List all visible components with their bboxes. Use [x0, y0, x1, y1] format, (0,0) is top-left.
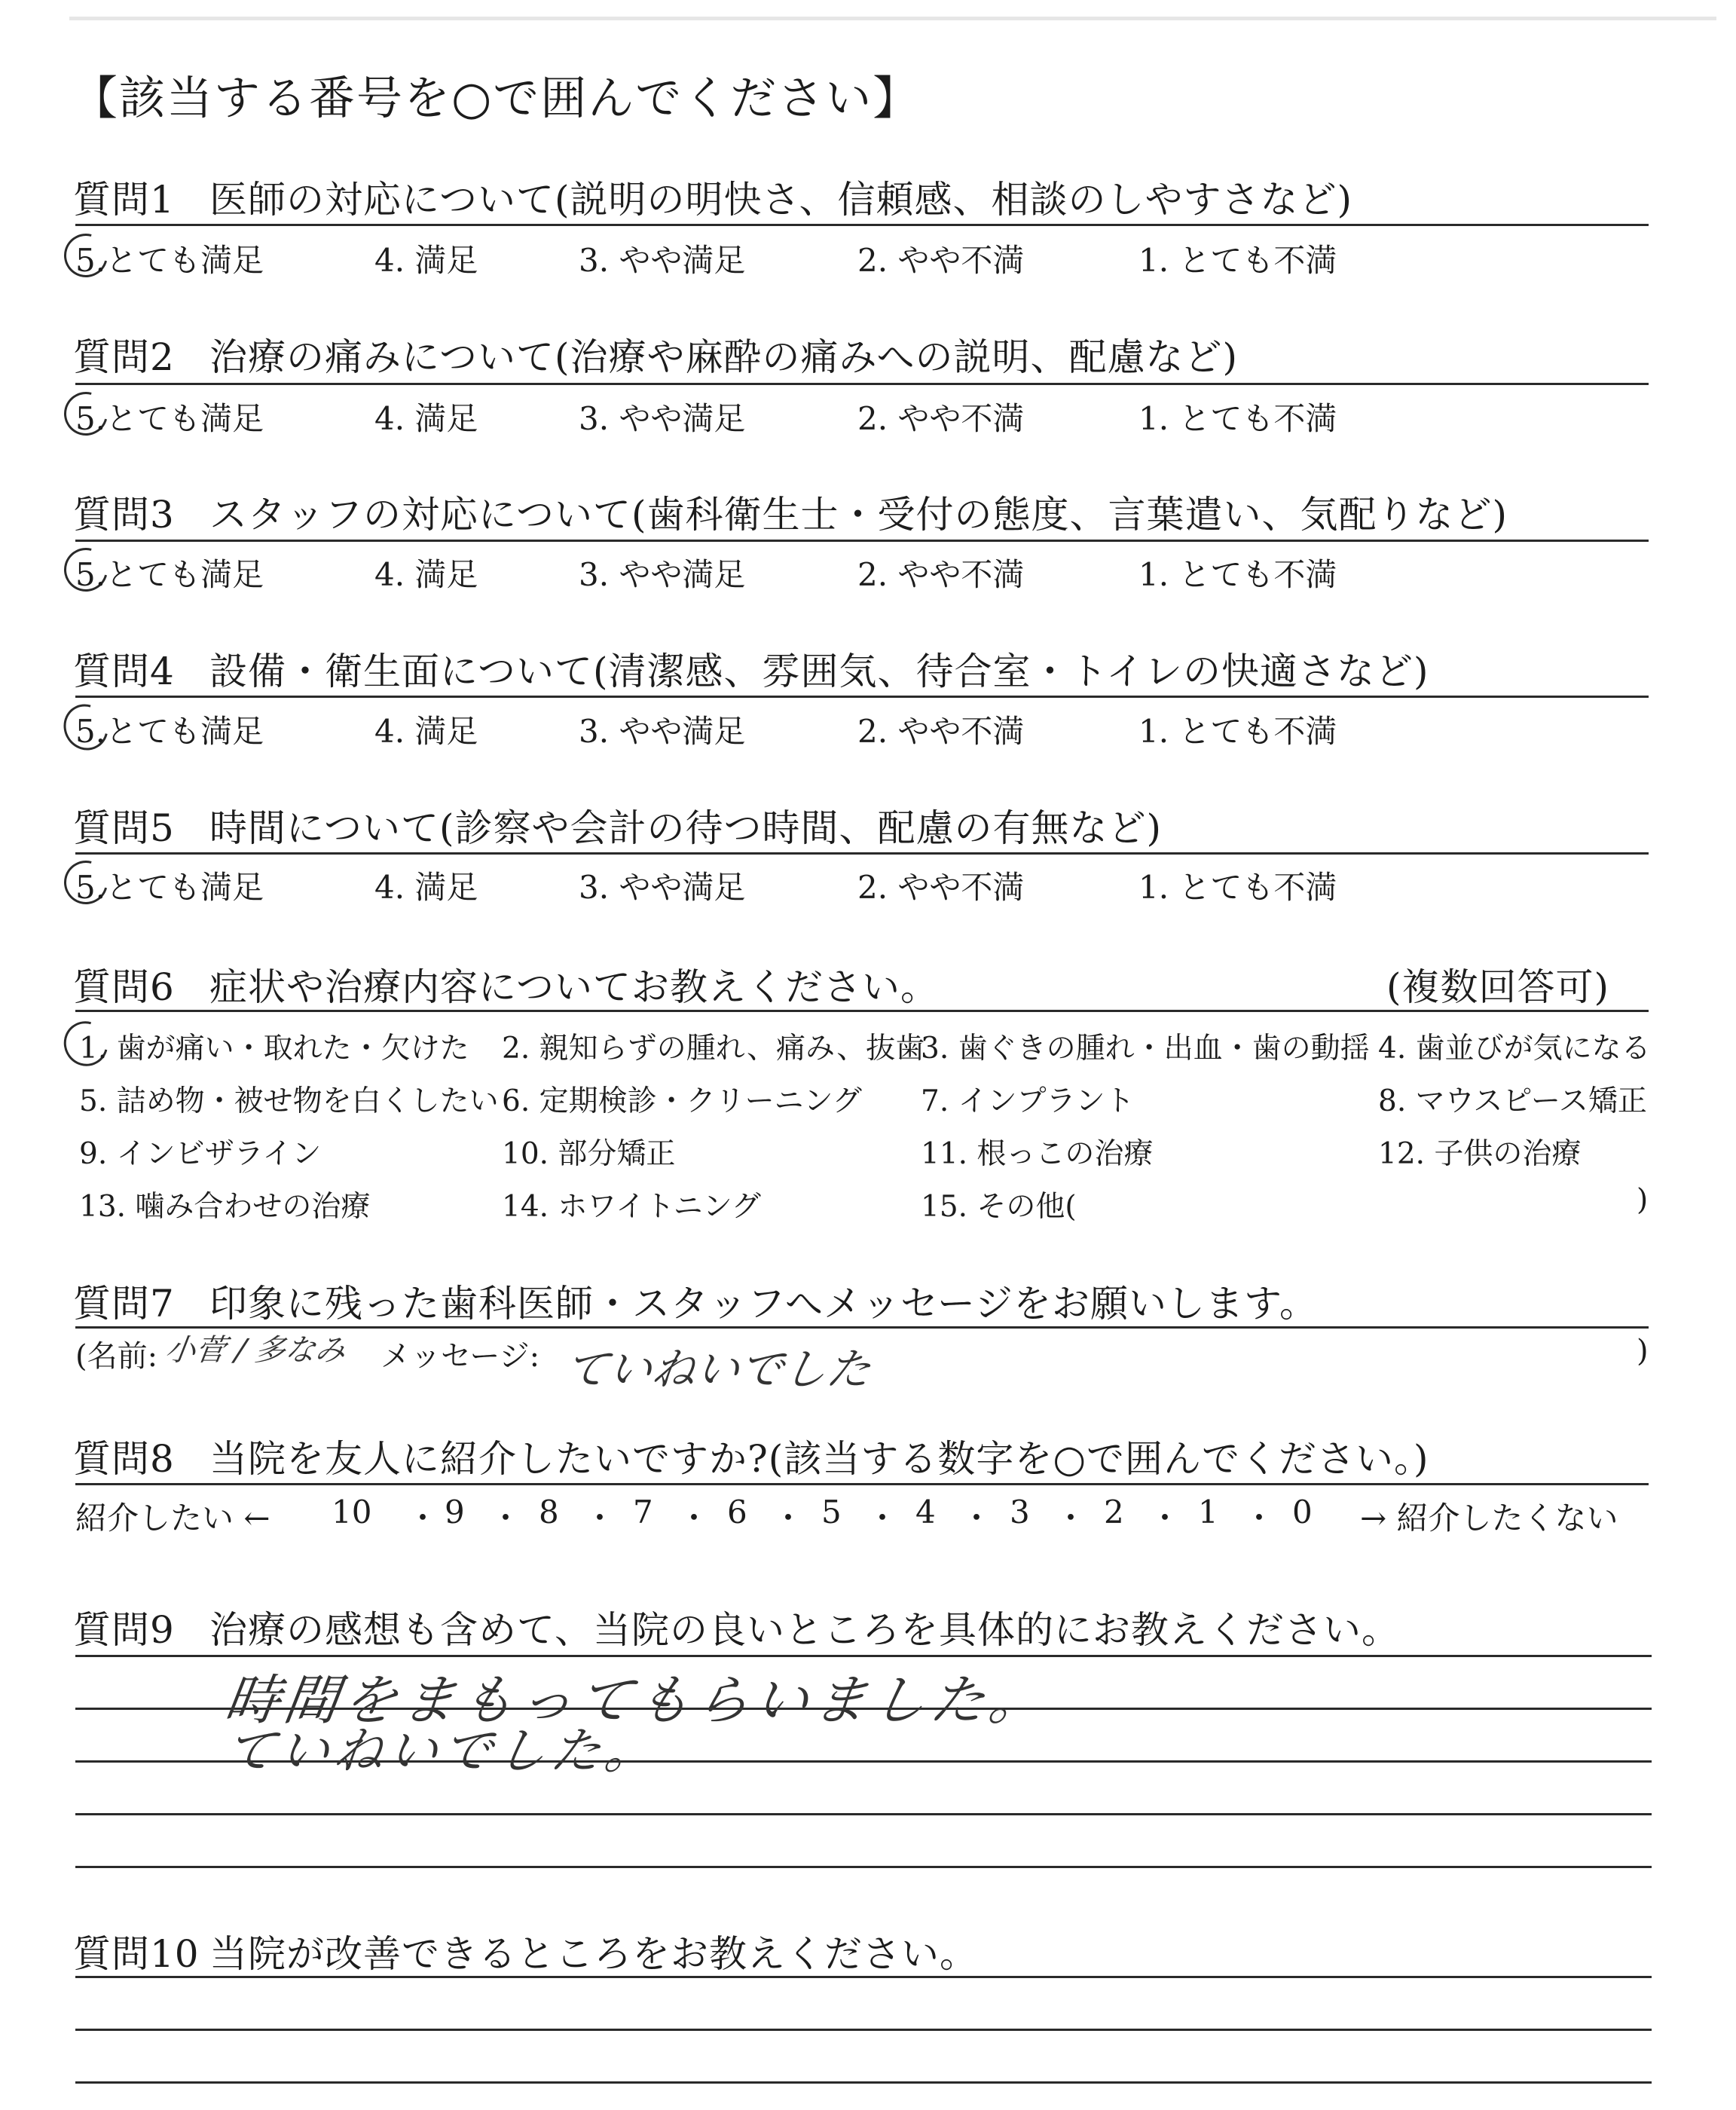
- answer-line: [75, 1866, 1652, 1868]
- option-2[interactable]: 2. やや不満: [857, 713, 1025, 750]
- symptom-option[interactable]: 3. 歯ぐきの腫れ・出血・歯の動揺: [921, 1032, 1370, 1066]
- question-label: 質問4: [73, 650, 175, 693]
- symptom-option[interactable]: 12. 子供の治療: [1378, 1137, 1582, 1171]
- other-close-paren: ): [1637, 1183, 1649, 1217]
- option-4[interactable]: 4. 満足: [374, 400, 478, 437]
- option-1[interactable]: 1. とても不満: [1138, 400, 1337, 437]
- scale-separator: ・: [866, 1500, 899, 1537]
- option-3[interactable]: 3. やや満足: [579, 242, 746, 279]
- option-5[interactable]: 5.とても満足: [75, 713, 264, 750]
- name-label: (名前:: [75, 1339, 158, 1374]
- scale-separator: ・: [678, 1500, 711, 1537]
- question-rule: [75, 1010, 1649, 1012]
- option-3[interactable]: 3. やや満足: [579, 713, 746, 750]
- option-4[interactable]: 4. 満足: [374, 869, 478, 906]
- question-text: 治療の感想も含めて、当院の良いところを具体的にお教えください。: [209, 1608, 1400, 1652]
- scale-separator: ・: [490, 1500, 522, 1537]
- symptom-option[interactable]: 13. 噛み合わせの治療: [79, 1190, 371, 1224]
- scale-separator: ・: [1243, 1500, 1276, 1537]
- option-2[interactable]: 2. やや不満: [857, 242, 1025, 279]
- symptom-option[interactable]: 10. 部分矯正: [502, 1137, 676, 1171]
- option-2[interactable]: 2. やや不満: [857, 556, 1025, 593]
- option-5[interactable]: 5.とても満足: [75, 869, 264, 906]
- scale-8[interactable]: 8: [539, 1494, 559, 1531]
- option-5[interactable]: 5.とても満足: [75, 556, 264, 593]
- option-3[interactable]: 3. やや満足: [579, 400, 746, 437]
- scale-separator: ・: [1149, 1500, 1181, 1537]
- question-label: 質問9: [73, 1608, 175, 1652]
- recommend-left-label: 紹介したい ←: [75, 1500, 270, 1537]
- symptom-option[interactable]: 1. 歯が痛い・取れた・欠けた: [79, 1032, 469, 1066]
- scan-top-edge: [69, 17, 1716, 20]
- handwritten-answer-line-2[interactable]: ていねいでした。: [221, 1722, 664, 1780]
- scale-separator: ・: [772, 1500, 805, 1537]
- scale-5[interactable]: 5: [821, 1494, 842, 1531]
- option-3[interactable]: 3. やや満足: [579, 556, 746, 593]
- symptom-option[interactable]: 4. 歯並びが気になる: [1378, 1032, 1651, 1066]
- symptom-option[interactable]: 9. インビザライン: [79, 1137, 322, 1171]
- scale-0[interactable]: 0: [1292, 1494, 1313, 1531]
- option-1[interactable]: 1. とても不満: [1138, 869, 1337, 906]
- question-rule: [75, 540, 1649, 542]
- option-1[interactable]: 1. とても不満: [1138, 242, 1337, 279]
- question-text: 印象に残った歯科医師・スタッフへメッセージをお願いします。: [209, 1282, 1318, 1326]
- question-label: 質問10: [73, 1932, 200, 1976]
- handwritten-name[interactable]: 小菅 / 多なみ: [163, 1333, 348, 1368]
- symptom-option[interactable]: 6. 定期検診・クリーニング: [502, 1084, 862, 1118]
- question-label: 質問3: [73, 493, 175, 537]
- option-4[interactable]: 4. 満足: [374, 713, 478, 750]
- message-close-paren: ): [1637, 1334, 1649, 1368]
- answer-line: [75, 2029, 1652, 2031]
- symptom-option[interactable]: 14. ホワイトニング: [502, 1190, 761, 1224]
- scale-9[interactable]: 9: [445, 1494, 465, 1531]
- symptom-option[interactable]: 5. 詰め物・被せ物を白くしたい: [79, 1084, 499, 1118]
- symptom-option[interactable]: 7. インプラント: [921, 1084, 1135, 1118]
- multiple-answer-note: (複数回答可): [1386, 965, 1610, 1009]
- scale-3[interactable]: 3: [1010, 1494, 1030, 1531]
- option-5[interactable]: 5.とても満足: [75, 242, 264, 279]
- scale-10[interactable]: 10: [332, 1494, 372, 1531]
- scale-separator: ・: [1055, 1500, 1087, 1537]
- answer-line: [75, 2081, 1652, 2084]
- question-label: 質問7: [73, 1282, 175, 1326]
- scale-separator: ・: [584, 1500, 616, 1537]
- scale-2[interactable]: 2: [1104, 1494, 1124, 1531]
- handwritten-message[interactable]: ていねいでした: [561, 1344, 875, 1395]
- option-3[interactable]: 3. やや満足: [579, 869, 746, 906]
- option-1[interactable]: 1. とても不満: [1138, 556, 1337, 593]
- question-text: 治療の痛みについて(治療や麻酔の痛みへの説明、配慮など): [209, 335, 1239, 379]
- option-4[interactable]: 4. 満足: [374, 242, 478, 279]
- symptom-option[interactable]: 11. 根っこの治療: [921, 1137, 1154, 1171]
- option-1[interactable]: 1. とても不満: [1138, 713, 1337, 750]
- question-text: 設備・衛生面について(清潔感、雰囲気、待合室・トイレの快適さなど): [209, 650, 1429, 693]
- question-rule: [75, 852, 1649, 855]
- scale-4[interactable]: 4: [915, 1494, 936, 1531]
- option-2[interactable]: 2. やや不満: [857, 400, 1025, 437]
- scale-separator: ・: [407, 1500, 439, 1537]
- symptom-option[interactable]: 8. マウスピース矯正: [1378, 1084, 1647, 1118]
- question-text: 医師の対応について(説明の明快さ、信頼感、相談のしやすさなど): [209, 178, 1353, 222]
- scale-7[interactable]: 7: [633, 1494, 653, 1531]
- question-label: 質問1: [73, 178, 175, 222]
- question-text: 当院が改善できるところをお教えください。: [209, 1932, 978, 1976]
- question-text: 当院を友人に紹介したいですか?(該当する数字を○で囲んでください。): [209, 1437, 1429, 1481]
- symptom-option[interactable]: 2. 親知らずの腫れ、痛み、抜歯: [502, 1032, 925, 1066]
- symptom-option[interactable]: 15. その他(: [921, 1190, 1077, 1224]
- message-label: メッセージ:: [381, 1339, 540, 1374]
- question-rule: [75, 383, 1649, 385]
- form-instruction-header: 【該当する番号を○で囲んでください】: [72, 72, 921, 125]
- handwritten-answer-line-1[interactable]: 時間をまもってもらいました。: [221, 1668, 1053, 1732]
- question-label: 質問8: [73, 1437, 175, 1481]
- answer-line: [75, 1976, 1652, 1978]
- question-text: スタッフの対応について(歯科衛生士・受付の態度、言葉遣い、気配りなど): [209, 493, 1508, 537]
- question-label: 質問6: [73, 965, 175, 1009]
- scale-6[interactable]: 6: [727, 1494, 747, 1531]
- recommend-right-label: → 紹介したくない: [1360, 1500, 1618, 1537]
- question-label: 質問5: [73, 806, 175, 850]
- question-label: 質問2: [73, 335, 175, 379]
- question-rule: [75, 1483, 1649, 1485]
- question-text: 症状や治療内容についてお教えください。: [209, 965, 939, 1009]
- option-5[interactable]: 5.とても満足: [75, 400, 264, 437]
- answer-line: [75, 1813, 1652, 1815]
- option-4[interactable]: 4. 満足: [374, 556, 478, 593]
- question-rule: [75, 224, 1649, 226]
- scale-separator: ・: [961, 1500, 993, 1537]
- question-rule: [75, 696, 1649, 698]
- question-text: 時間について(診察や会計の待つ時間、配慮の有無など): [209, 806, 1163, 850]
- option-2[interactable]: 2. やや不満: [857, 869, 1025, 906]
- scale-1[interactable]: 1: [1198, 1494, 1218, 1531]
